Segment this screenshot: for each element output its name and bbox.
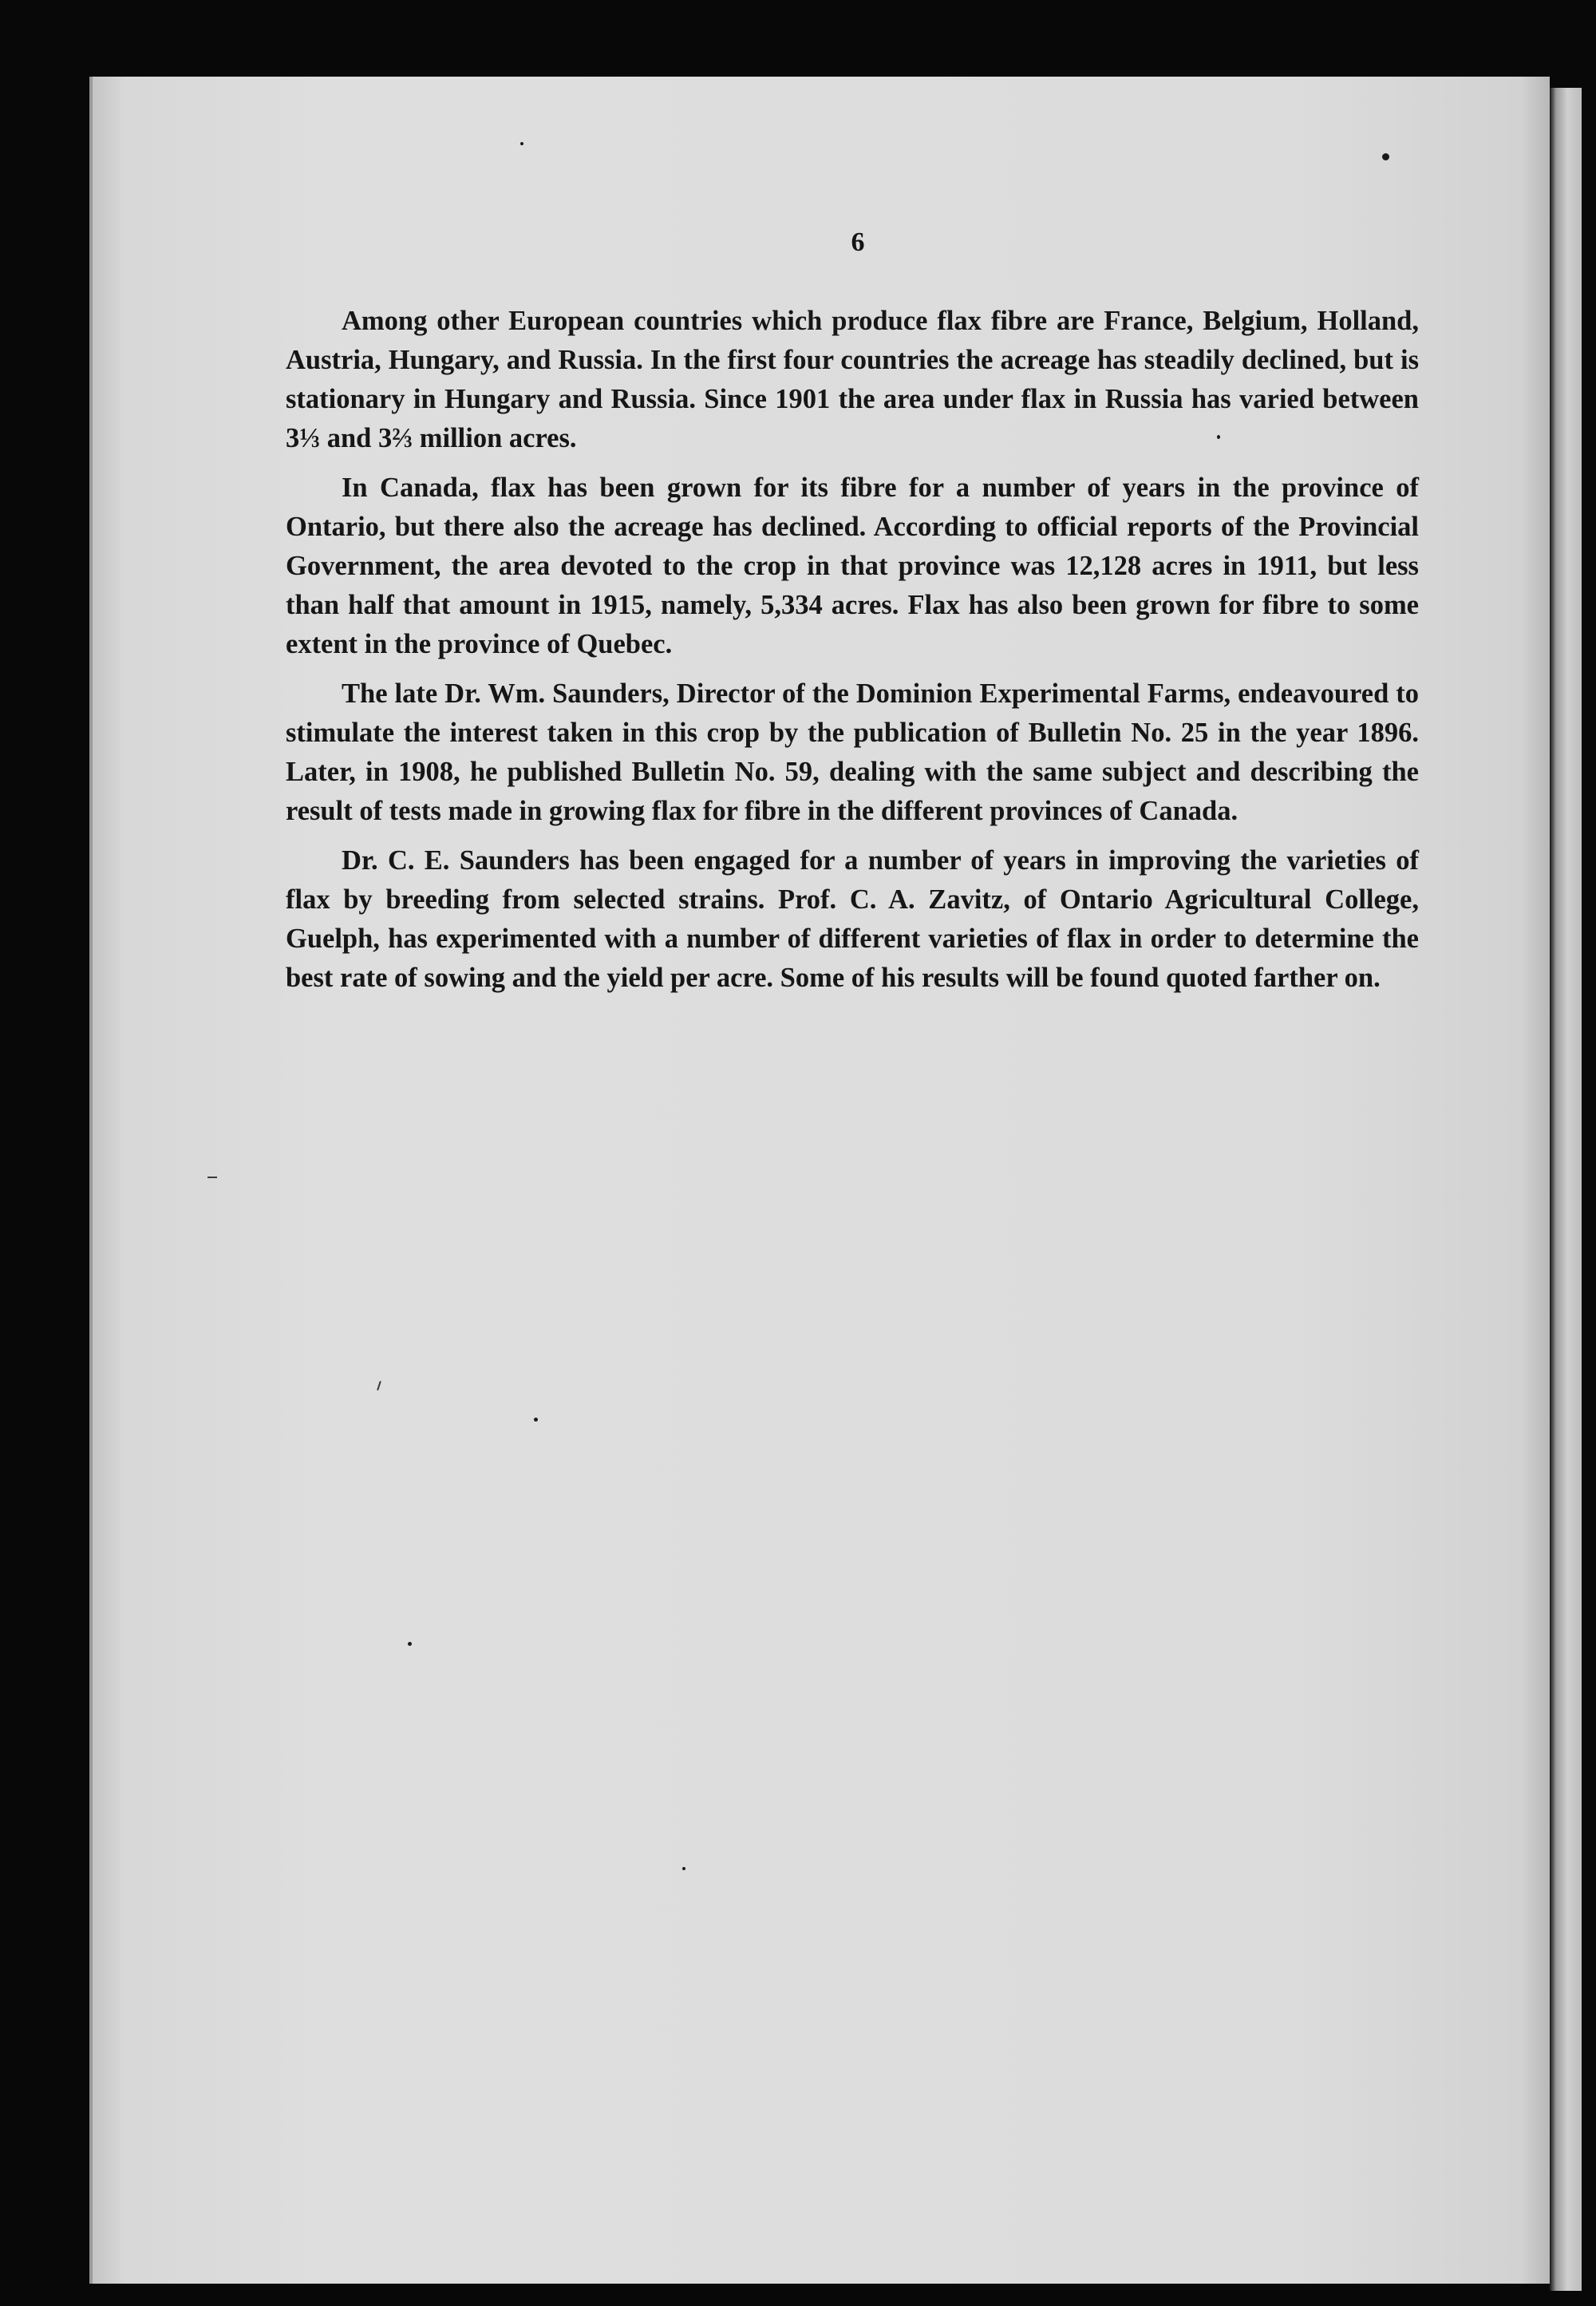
dust-speck (682, 1867, 685, 1870)
dust-speck (1382, 153, 1389, 160)
dust-speck (534, 1418, 538, 1422)
paragraph-wm-saunders: The late Dr. Wm. Saunders, Director of the Dominion Experimental Farms, endeavoured to stimulate the interest taken in this crop by the publication of Bulletin No. 25 in the year 1896. Later, in 1908, he published Bulletin No. 59, dealing with the same subject and describing the result of tests made in growing flax for fibre in the different provinces of Canada. (286, 678, 1419, 826)
paragraph-canada-ontario: In Canada, flax has been grown for its fibre for a number of years in the province of Ontario, but there also the acreage has declined. According to official reports of the Provincial Government, the area devoted to the crop in that province was 12,128 acres in 1911, but less than half that amount in 1915, namely, 5,334 acres. Flax has also been grown for fibre to some extent in the province of Quebec. (286, 473, 1419, 659)
dust-speck (520, 142, 523, 145)
adjacent-page-edge (1550, 88, 1582, 2291)
dust-speck (1217, 435, 1220, 439)
scan-scratch (207, 1177, 217, 1178)
dust-speck (408, 1642, 412, 1646)
page-number: 6 (851, 227, 865, 257)
paragraph-ce-saunders: Dr. C. E. Saunders has been engaged for a number of years in improving the varieties of flax by breeding from selected strains. Prof. C. A. Zavitz, of Ontario Agricultural College, Guelph, has experimented with a number of different varieties of flax in order to determine the best rate of sowing and the yield per acre. Some of his results will be found quoted farther on. (286, 845, 1419, 993)
body-text (286, 302, 1419, 1008)
paragraph-european-countries: Among other European countries which produce flax fibre are France, Belgium, Holland, Austria, Hungary, and Russia. In the first four countries the acreage has steadily declined, but is stationary in Hungary and Russia. Since 1901 the area under flax in Russia has varied between 3⅓ and 3⅔ million acres. (286, 306, 1419, 453)
